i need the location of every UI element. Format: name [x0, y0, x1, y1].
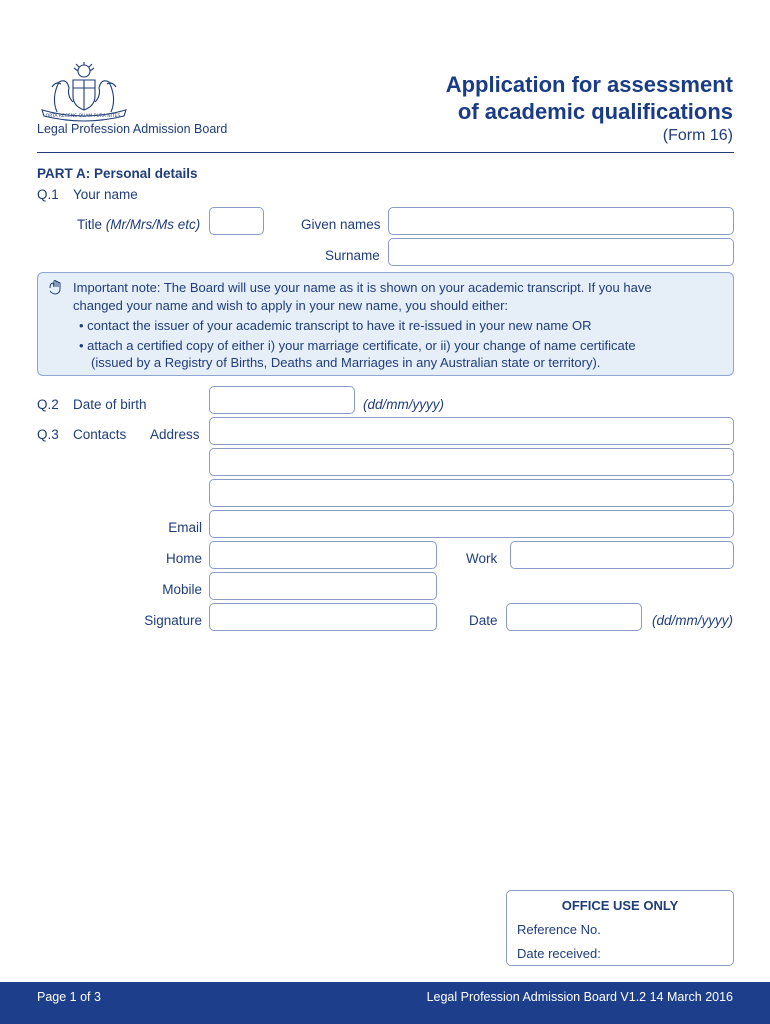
address-label: Address	[150, 427, 200, 442]
note-bullet2: • attach a certified copy of either i) your marriage certificate, or ii) your change of name certificate	[79, 338, 636, 353]
date-of-birth-hint: (dd/mm/yyyy)	[363, 397, 444, 412]
note-or: OR	[572, 318, 592, 333]
date-label: Date	[469, 613, 498, 628]
note-line1: Important note: The Board will use your name as it is shown on your academic transcript. If you have	[73, 280, 652, 295]
q1-label: Your name	[73, 187, 138, 202]
header-divider	[37, 152, 734, 153]
form-number: (Form 16)	[662, 127, 733, 144]
mobile-label: Mobile	[162, 582, 202, 597]
title-input[interactable]	[209, 207, 264, 235]
q3-number: Q.3	[37, 427, 59, 442]
address-line1-input[interactable]	[209, 417, 734, 445]
q2-label: Date of birth	[73, 397, 147, 412]
form-title-line2: of academic qualifications	[457, 99, 733, 124]
signature-input[interactable]	[209, 603, 437, 631]
date-received-label: Date received:	[517, 946, 601, 961]
address-line3-input[interactable]	[209, 479, 734, 507]
given-names-input[interactable]	[388, 207, 734, 235]
page-number: Page 1 of 3	[37, 990, 101, 1004]
footer-version: Legal Profession Admission Board V1.2 14 March 2016	[426, 990, 733, 1004]
home-phone-input[interactable]	[209, 541, 437, 569]
email-input[interactable]	[209, 510, 734, 538]
part-a-heading: PART A: Personal details	[37, 166, 198, 181]
given-names-label: Given names	[301, 217, 381, 232]
q2-number: Q.2	[37, 397, 59, 412]
q1-number: Q.1	[37, 187, 59, 202]
surname-label: Surname	[325, 248, 380, 263]
note-heading: Important note:	[73, 280, 161, 295]
email-label: Email	[168, 520, 202, 535]
pointing-hand-icon	[47, 279, 65, 300]
org-name: Legal Profession Admission Board	[37, 122, 228, 136]
coat-of-arms-logo	[37, 62, 129, 122]
form-title-line1: Application for assessment	[445, 72, 733, 97]
work-phone-input[interactable]	[510, 541, 734, 569]
note-bullet1: • contact the issuer of your academic transcript to have it re-issued in your new name OR	[79, 318, 592, 333]
mobile-input[interactable]	[209, 572, 437, 600]
date-of-birth-input[interactable]	[209, 386, 355, 414]
office-use-heading: OFFICE USE ONLY	[561, 898, 679, 913]
home-label: Home	[165, 551, 202, 566]
note-line2: changed your name and wish to apply in your new name, you should either:	[73, 298, 509, 313]
svg-text:ORTA RECENS QUAM PURA NITES: ORTA RECENS QUAM PURA NITES	[45, 114, 121, 119]
signature-label: Signature	[144, 613, 202, 628]
work-label: Work	[466, 551, 498, 566]
address-line2-input[interactable]	[209, 448, 734, 476]
note-bullet2-cont: (issued by a Registry of Births, Deaths and Marriages in any Australian state or territory).	[91, 355, 601, 370]
important-note-box	[37, 272, 734, 376]
surname-input[interactable]	[388, 238, 734, 266]
date-hint: (dd/mm/yyyy)	[652, 613, 733, 628]
office-use-box	[506, 890, 734, 966]
title-hint: (Mr/Mrs/Ms etc)	[105, 217, 201, 232]
date-input[interactable]	[506, 603, 642, 631]
title-label: Title (Mr/Mrs/Ms etc)	[77, 217, 201, 232]
reference-no-label: Reference No.	[517, 922, 601, 937]
page-footer	[0, 982, 770, 1024]
q3-label: Contacts	[73, 427, 127, 442]
